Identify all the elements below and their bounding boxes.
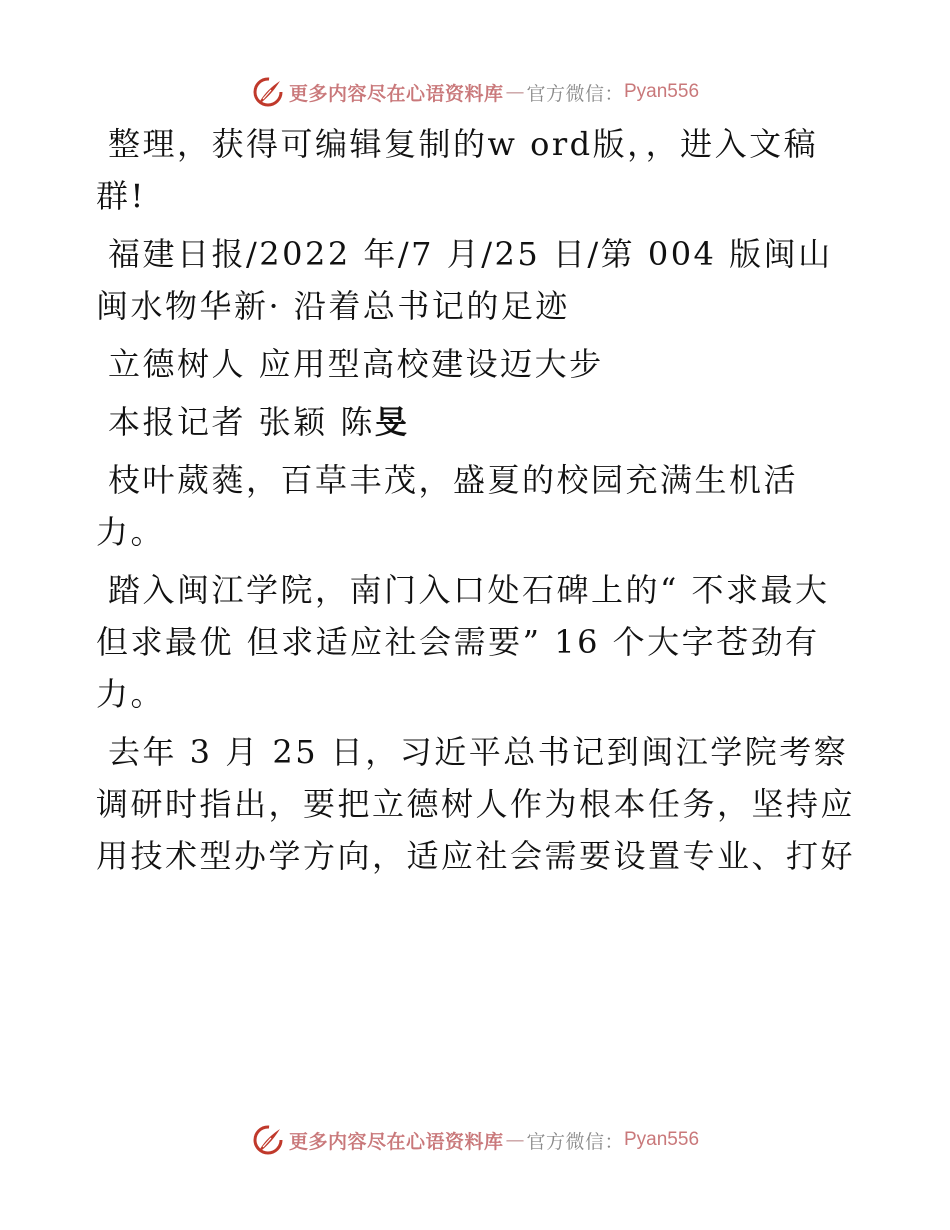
byline-tail-char: 旻 [374,403,410,441]
footer-watermark [0,1120,950,1160]
feather-logo-icon [251,1123,285,1157]
article-title: 立德树人 应用型高校建设迈大步 [108,345,604,383]
watermark-dash: — [505,81,525,103]
paragraph-source: 福建日报/2022 年/7 月/25 日/第 004 版闽山闽水物华新· 沿着总书记的足迹 [96,235,833,325]
paragraph-note: 整理，获得可编辑复制的w ord版，，进入文稿群! [96,125,819,215]
byline-text: 本报记者 张颖 陈 [108,403,375,441]
watermark-dash: — [505,1129,525,1151]
header-watermark [0,72,950,112]
document-body [96,118,856,888]
byline [96,396,856,448]
watermark-wechat-id: Pyan556 [624,81,700,102]
feather-logo-icon [251,75,285,109]
watermark-wechat-label: 官方微信： [526,1130,624,1153]
paragraph-2: 踏入闽江学院，南门入口处石碑上的“ 不求最大但求最优 但求适应社会需要” 16 个大字苍劲有力。 [96,571,830,713]
watermark-wechat-id: Pyan556 [624,1129,700,1150]
paragraph-1: 枝叶葳蕤，百草丰茂，盛夏的校园充满生机活力。 [96,461,799,551]
watermark-main-text: 更多内容尽在心语资料库 [288,1130,504,1153]
watermark-main-text: 更多内容尽在心语资料库 [288,82,504,105]
paragraph-3: 去年 3 月 25 日，习近平总书记到闽江学院考察调研时指出，要把立德树人作为根本任务，坚持应用技术型办学方向，适应社会需要设置专业、打好 [96,733,856,875]
watermark-wechat-label: 官方微信： [526,82,624,105]
